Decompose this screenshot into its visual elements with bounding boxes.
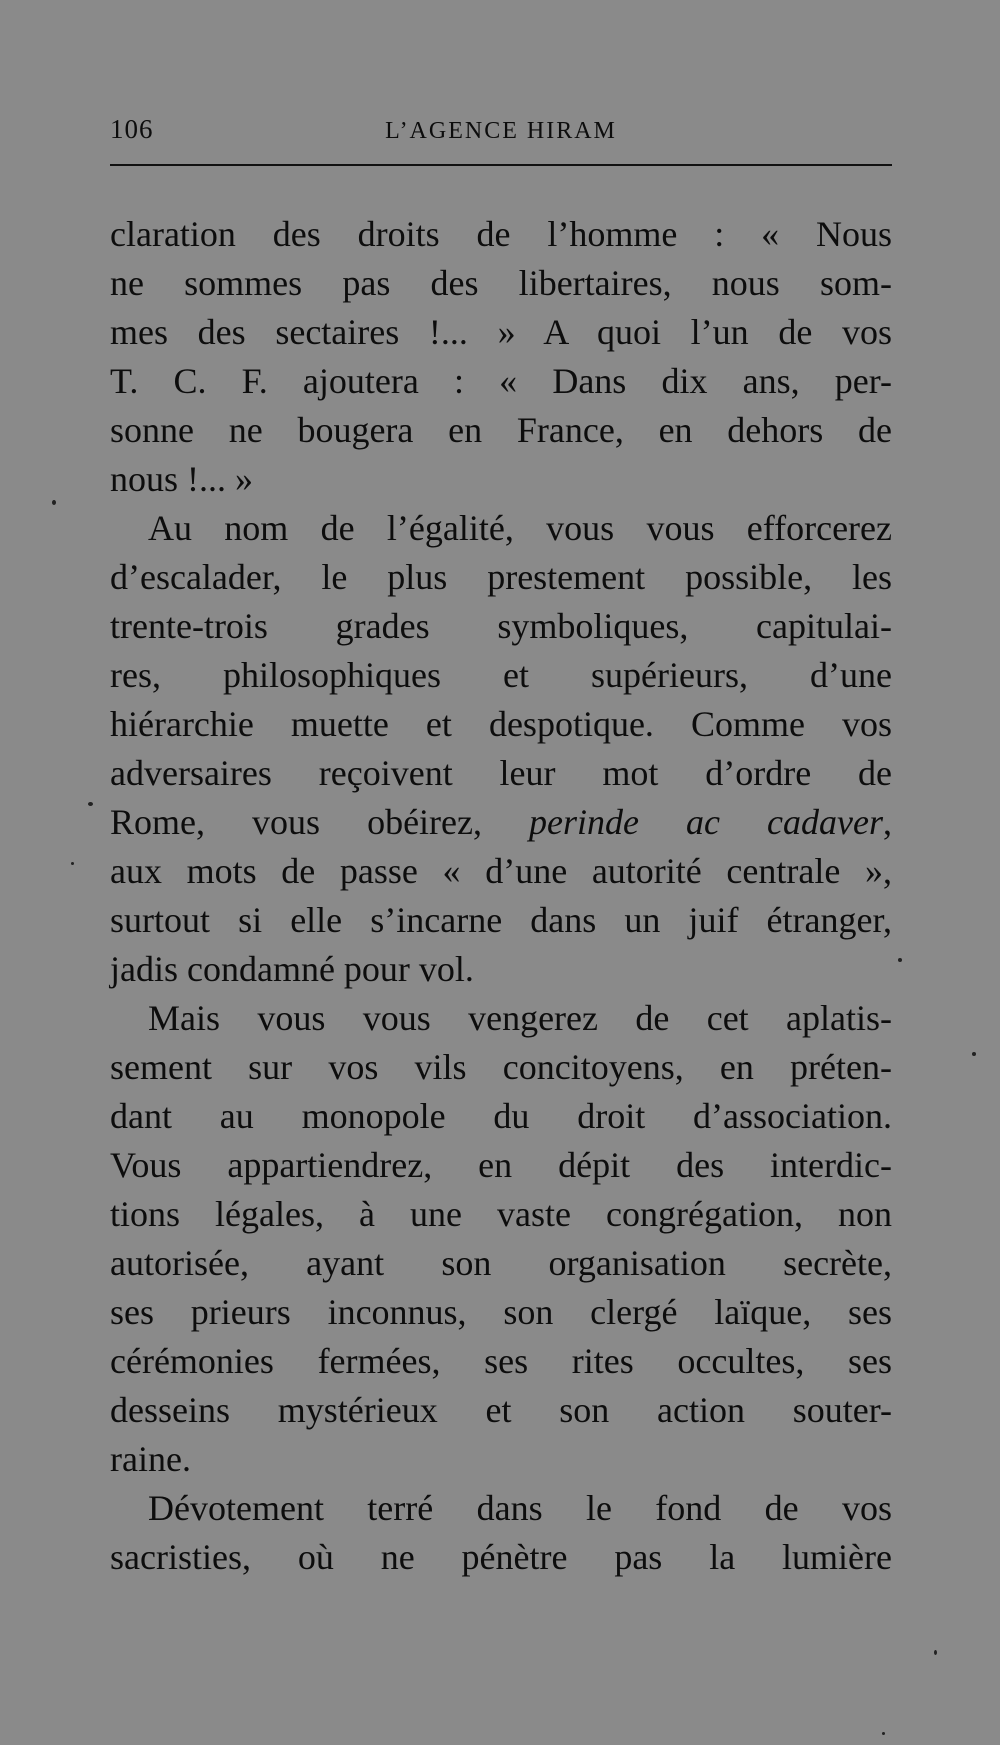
text-line: d’escalader, le plus prestement possible, les [110, 557, 892, 597]
text-line: raine. [110, 1439, 191, 1479]
page-number: 106 [110, 114, 154, 144]
italic-phrase: perinde ac cadaver [529, 802, 883, 842]
text-line: Mais vous vous vengerez de cet aplatis- [148, 998, 892, 1038]
text-line: sonne ne bougera en France, en dehors de [110, 410, 892, 450]
scan-speck [88, 802, 93, 806]
scan-speck [972, 1052, 976, 1056]
scan-speck [898, 958, 902, 962]
text-line: adversaires reçoivent leur mot d’ordre de [110, 753, 892, 793]
running-head [110, 100, 892, 142]
text-line: nous !... » [110, 459, 253, 499]
text-line: desseins mystérieux et son action souter- [110, 1390, 892, 1430]
body-text [110, 210, 892, 1582]
text-line: hiérarchie muette et despotique. Comme vos [110, 704, 892, 744]
text-line: trente-trois grades symboliques, capitulai- [110, 606, 892, 646]
text-line: ne sommes pas des libertaires, nous som- [110, 263, 892, 303]
text-line: sement sur vos vils concitoyens, en préten- [110, 1047, 892, 1087]
text-line: autorisée, ayant son organisation secrète, [110, 1243, 892, 1283]
text-line: cérémonies fermées, ses rites occultes, ses [110, 1341, 892, 1381]
text-line: Vous appartiendrez, en dépit des interdic- [110, 1145, 892, 1185]
text-line: dant au monopole du droit d’association. [110, 1096, 892, 1136]
text-line-with-italic [110, 798, 892, 847]
header-rule [110, 164, 892, 166]
text-line: Au nom de l’égalité, vous vous efforcerez [148, 508, 892, 548]
text-segment: Rome, vous obéirez, [110, 802, 530, 842]
text-line: aux mots de passe « d’une autorité centrale », [110, 851, 892, 891]
scan-speck [71, 862, 74, 865]
text-line: Dévotement terré dans le fond de vos [148, 1488, 892, 1528]
book-page [110, 100, 892, 1577]
text-line: ses prieurs inconnus, son clergé laïque, ses [110, 1292, 892, 1332]
scan-speck [52, 500, 56, 505]
text-segment: , [883, 802, 892, 842]
text-line: tions légales, à une vaste congrégation, non [110, 1194, 892, 1234]
running-title: L’AGENCE HIRAM [385, 118, 617, 144]
text-line: jadis condamné pour vol. [110, 949, 474, 989]
text-line: claration des droits de l’homme : « Nous [110, 214, 892, 254]
scan-speck [934, 1650, 937, 1655]
text-line: sacristies, où ne pénètre pas la lumière [110, 1537, 892, 1577]
text-line: surtout si elle s’incarne dans un juif étranger, [110, 900, 892, 940]
scan-speck [882, 1732, 885, 1735]
text-line: mes des sectaires !... » A quoi l’un de vos [110, 312, 892, 352]
text-line: res, philosophiques et supérieurs, d’une [110, 655, 892, 695]
text-line: T. C. F. ajoutera : « Dans dix ans, per- [110, 361, 892, 401]
